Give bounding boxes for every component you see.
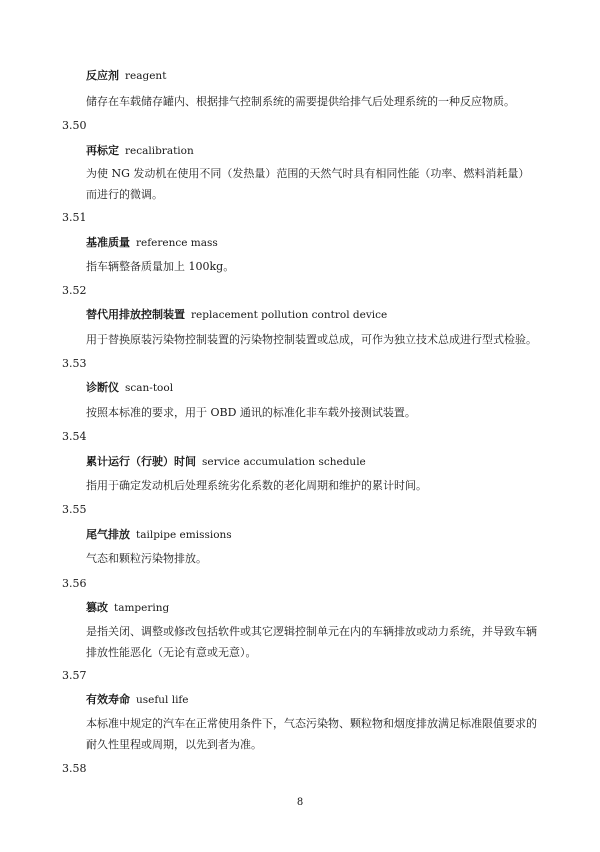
definition-reagent: 储存在车载储存罐内、根据排气控制系统的需要提供给排气后处理系统的一种反应物质。 — [86, 95, 515, 108]
term-en: reagent — [125, 70, 167, 82]
term-en: replacement pollution control device — [191, 309, 388, 321]
term-en: tailpipe emissions — [136, 529, 232, 541]
definition-tailpipe-emissions: 气态和颗粒污染物排放。 — [86, 552, 207, 565]
term-zh: 诊断仪 — [86, 381, 119, 394]
clause-number: 3.54 — [62, 430, 87, 443]
definition-scan-tool: 按照本标准的要求，用于 OBD 通讯的标准化非车载外接测试装置。 — [86, 406, 416, 419]
definition-recalibration: 为使 NG 发动机在使用不同（发热量）范围的天然气时具有相同性能（功率、燃料消耗量）而进行的微调。 — [86, 167, 530, 201]
term-zh: 替代用排放控制装置 — [86, 308, 185, 321]
term-zh: 再标定 — [86, 144, 119, 157]
clause-number: 3.52 — [62, 284, 87, 297]
term-useful-life — [86, 693, 189, 707]
term-zh: 有效寿命 — [86, 693, 130, 706]
page-number: 8 — [296, 797, 304, 808]
term-en: useful life — [136, 694, 189, 706]
term-scan-tool — [86, 381, 173, 395]
term-zh: 反应剂 — [86, 69, 119, 82]
term-recalibration — [86, 144, 194, 158]
term-tampering — [86, 601, 169, 615]
term-replacement-pollution-control-device — [86, 308, 387, 322]
clause-number: 3.55 — [62, 503, 87, 516]
definition-service-accumulation-schedule: 指用于确定发动机后处理系统劣化系数的老化周期和维护的累计时间。 — [86, 479, 427, 492]
term-en: recalibration — [125, 145, 194, 157]
term-reagent — [86, 69, 166, 83]
term-en: reference mass — [136, 237, 218, 249]
term-reference-mass — [86, 236, 218, 250]
definition-reference-mass: 指车辆整备质量加上 100kg。 — [86, 260, 235, 273]
term-zh: 基准质量 — [86, 236, 130, 249]
term-zh: 累计运行（行驶）时间 — [86, 455, 196, 468]
term-service-accumulation-schedule — [86, 455, 366, 469]
term-zh: 篡改 — [86, 601, 108, 614]
clause-number: 3.50 — [62, 119, 87, 132]
term-zh: 尾气排放 — [86, 528, 130, 541]
clause-number: 3.51 — [62, 211, 87, 224]
term-en: tampering — [114, 602, 170, 614]
definition-tampering: 是指关闭、调整或修改包括软件或其它逻辑控制单元在内的车辆排放或动力系统，并导致车辆排放性能恶化（无论有意或无意）。 — [86, 625, 537, 659]
definition-replacement-pollution-control-device: 用于替换原装污染物控制装置的污染物控制装置或总成，可作为独立技术总成进行型式检验。 — [86, 333, 537, 346]
clause-number: 3.58 — [62, 762, 87, 775]
clause-number: 3.56 — [62, 577, 87, 590]
term-en: scan-tool — [125, 382, 174, 394]
clause-number: 3.57 — [62, 669, 87, 682]
term-en: service accumulation schedule — [202, 456, 366, 468]
clause-number: 3.53 — [62, 357, 87, 370]
term-tailpipe-emissions — [86, 528, 232, 542]
definition-useful-life: 本标准中规定的汽车在正常使用条件下，气态污染物、颗粒物和烟度排放满足标准限值要求的耐久性里程或周期，以先到者为准。 — [86, 717, 537, 751]
